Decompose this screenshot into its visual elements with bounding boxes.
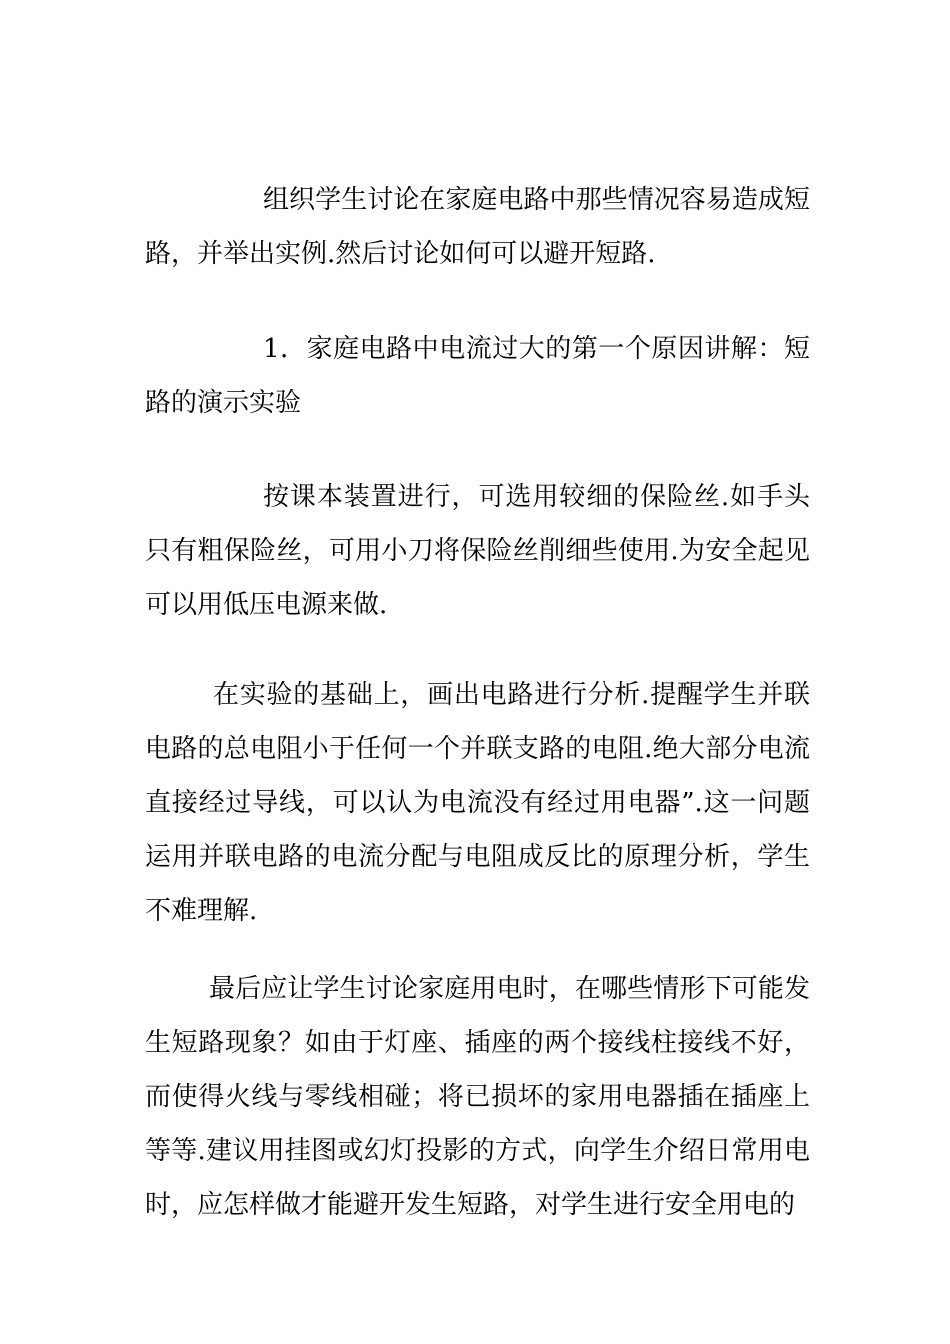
- paragraph-experiment-setup: 按课本装置进行，可选用较细的保险丝.如手头只有粗保险丝，可用小刀将保险丝削细些使用.为安全起见可以用低压电源来做.: [145, 482, 810, 620]
- paragraph-safety-discussion: 最后应让学生讨论家庭用电时，在哪些情形下可能发生短路现象？如由于灯座、插座的两个接线柱接线不好，而使得火线与零线相碰；将已损坏的家用电器插在插座上等等.建议用挂图或幻灯投影的方式，向学生介绍日常用电时，应怎样做才能避开发生短路，对学生进行安全用电的: [145, 974, 810, 1220]
- paragraph-discussion: 组织学生讨论在家庭电路中那些情况容易造成短路，并举出实例.然后讨论如何可以避开短路.: [145, 185, 810, 269]
- paragraph-circuit-analysis: 在实验的基础上，画出电路进行分析.提醒学生并联电路的总电阻小于任何一个并联支路的电阻.绝大部分电流直接经过导线，可以认为电流没有经过用电器”.这一问题运用并联电路的电流分配与电阻成反比的原理分析，学生不难理解.: [145, 680, 810, 926]
- paragraph-heading-short-circuit: 1．家庭电路中电流过大的第一个原因讲解：短路的演示实验: [145, 334, 810, 418]
